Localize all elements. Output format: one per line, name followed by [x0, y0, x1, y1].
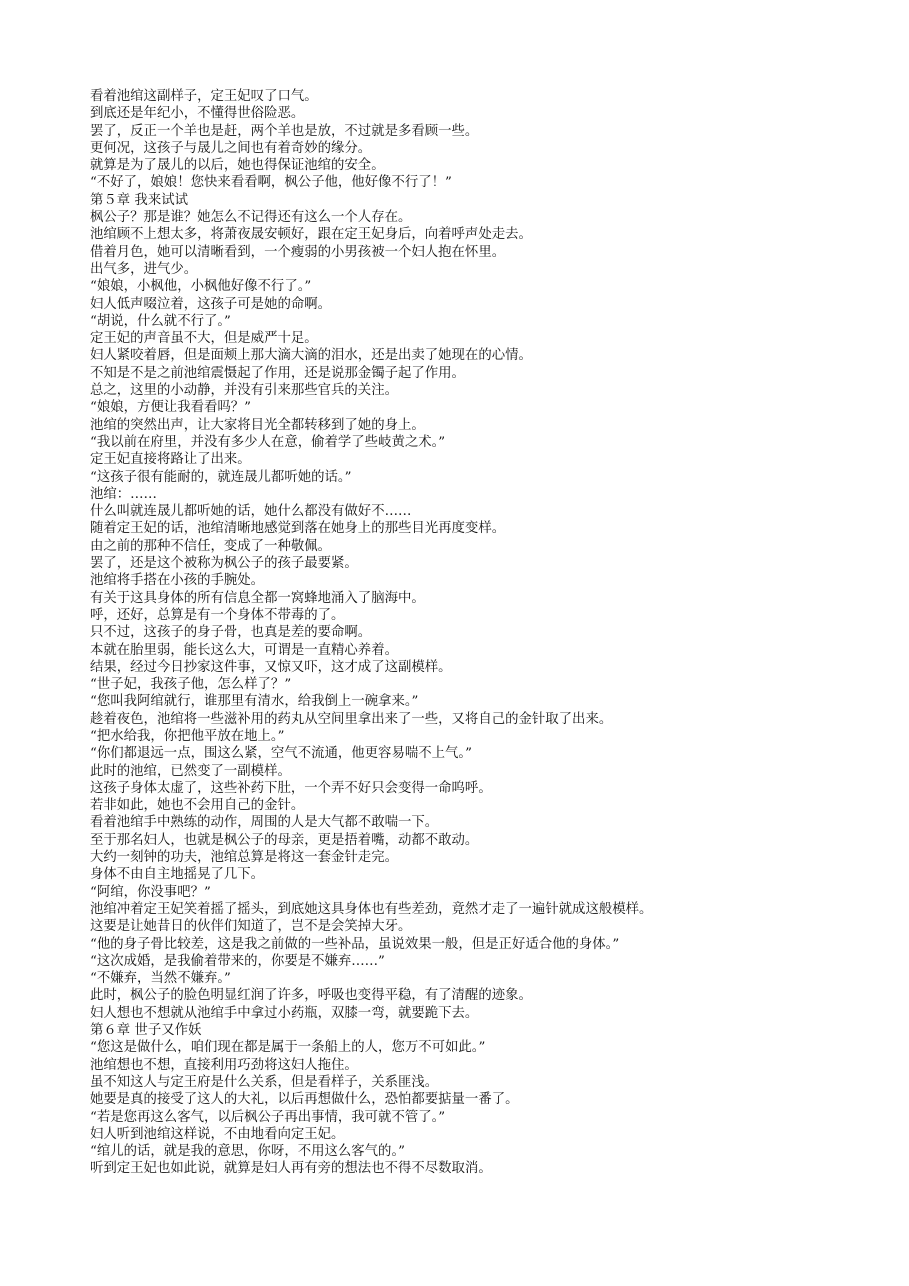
text-line: 罢了，还是这个被称为枫公子的孩子最要紧。	[90, 556, 358, 572]
text-line: 她要是真的接受了这人的大礼，以后再想做什么，恐怕都要掂量一番了。	[90, 1092, 519, 1108]
text-line: 就算是为了晟儿的以后，她也得保证池绾的安全。	[90, 158, 385, 174]
text-line: 池绾想也不想，直接利用巧劲将这妇人拖住。	[90, 1057, 358, 1073]
text-line: 由之前的那种不信任，变成了一种敬佩。	[90, 538, 332, 554]
text-line: 大约一刻钟的功夫，池绾总算是将这一套金针走完。	[90, 850, 398, 866]
text-line: 这要是让她昔日的伙伴们知道了，岂不是会笑掉大牙。	[90, 919, 412, 935]
text-line: “娘娘，方便让我看看吗？”	[90, 400, 251, 416]
text-line: “您这是做什么，咱们现在都是属于一条船上的人，您万不可如此。”	[90, 1040, 486, 1056]
text-line: 有关于这具身体的所有信息全都一窝蜂地涌入了脑海中。	[90, 590, 425, 606]
text-line: 池绾的突然出声，让大家将目光全都转移到了她的身上。	[90, 417, 425, 433]
text-line: “您叫我阿绾就行，谁那里有清水，给我倒上一碗拿来。”	[90, 694, 419, 710]
text-line: “世子妃，我孩子他，怎么样了？”	[90, 677, 292, 693]
text-line: “他的身子骨比较差，这是我之前做的一些补品，虽说效果一般，但是正好适合他的身体。”	[90, 936, 620, 952]
text-line: 至于那名妇人，也就是枫公子的母亲，更是捂着嘴，动都不敢动。	[90, 832, 479, 848]
text-line: “胡说，什么就不行了。”	[90, 313, 231, 329]
text-line: 定王妃的声音虽不大，但是威严十足。	[90, 331, 318, 347]
text-line: 妇人紧咬着唇，但是面颊上那大滴大滴的泪水，还是出卖了她现在的心情。	[90, 348, 532, 364]
text-line: “把水给我，你把他平放在地上。”	[90, 728, 285, 744]
text-line: 趁着夜色，池绾将一些滋补用的药丸从空间里拿出来了一些，又将自己的金针取了出来。	[90, 711, 613, 727]
text-line: 妇人听到池绾这样说，不由地看向定王妃。	[90, 1126, 345, 1142]
text-line: 定王妃直接将路让了出来。	[90, 452, 251, 468]
text-line: “不嫌弃，当然不嫌弃。”	[90, 971, 231, 987]
text-line: “阿绾，你没事吧？”	[90, 884, 211, 900]
text-line: 随着定王妃的话，池绾清晰地感觉到落在她身上的那些目光再度变样。	[90, 521, 506, 537]
text-line: “若是您再这么客气，以后枫公子再出事情，我可就不管了。”	[90, 1109, 446, 1125]
text-line: 什么叫就连晟儿都听她的话，她什么都没有做好不……	[90, 504, 412, 520]
text-line: 池绾：……	[90, 486, 157, 502]
text-line: 此时，枫公子的脸色明显红润了许多，呼吸也变得平稳，有了清醒的迹象。	[90, 988, 532, 1004]
text-line: “这次成婚，是我偷着带来的，你要是不嫌弃……”	[90, 953, 385, 969]
chapter-heading: 第５章 我来试试	[90, 192, 188, 208]
text-line: 不知是不是之前池绾震慑起了作用，还是说那金镯子起了作用。	[90, 365, 465, 381]
text-line: “不好了，娘娘！您快来看看啊，枫公子他，他好像不行了！”	[90, 175, 452, 191]
text-line: 池绾将手搭在小孩的手腕处。	[90, 573, 265, 589]
text-line: “我以前在府里，并没有多少人在意，偷着学了些岐黄之术。”	[90, 434, 446, 450]
text-line: 此时的池绾，已然变了一副模样。	[90, 763, 291, 779]
text-line: 听到定王妃也如此说，就算是妇人再有旁的想法也不得不尽数取消。	[90, 1161, 492, 1177]
text-line: 出气多，进气少。	[90, 261, 198, 277]
text-line: 只不过，这孩子的身子骨，也真是差的要命啊。	[90, 625, 372, 641]
text-line: “娘娘，小枫他，小枫他好像不行了。”	[90, 279, 312, 295]
text-line: 这孩子身体太虚了，这些补药下肚，一个弄不好只会变得一命呜呼。	[90, 780, 492, 796]
chapter-heading: 第６章 世子又作妖	[90, 1023, 202, 1039]
text-line: 池绾顾不上想太多，将萧夜晟安顿好，跟在定王妃身后，向着呼声处走去。	[90, 227, 532, 243]
text-line: 借着月色，她可以清晰看到，一个瘦弱的小男孩被一个妇人抱在怀里。	[90, 244, 506, 260]
text-line: 虽不知这人与定王府是什么关系，但是看样子，关系匪浅。	[90, 1074, 439, 1090]
text-line: 看着池绾这副样子，定王妃叹了口气。	[90, 89, 318, 104]
text-line: 结果，经过今日抄家这件事，又惊又吓，这才成了这副模样。	[90, 659, 452, 675]
text-line: 池绾冲着定王妃笑着摇了摇头，到底她这具身体也有些差劲，竟然才走了一遍针就成这般模样。	[90, 901, 653, 917]
text-line: 到底还是年纪小，不懂得世俗险恶。	[90, 106, 305, 122]
text-line: 妇人低声啜泣着，这孩子可是她的命啊。	[90, 296, 332, 312]
text-line: 本就在胎里弱，能长这么大，可谓是一直精心养着。	[90, 642, 398, 658]
document-page	[90, 88, 890, 1178]
text-line: “绾儿的话，就是我的意思，你呀，不用这么客气的。”	[90, 1144, 405, 1160]
text-line: 呼，还好，总算是有一个身体不带毒的了。	[90, 607, 345, 623]
text-line: 更何况，这孩子与晟儿之间也有着奇妙的缘分。	[90, 140, 372, 156]
text-line: “这孩子很有能耐的，就连晟儿都听她的话。”	[90, 469, 352, 485]
text-line: 看着池绾手中熟练的动作，周围的人是大气都不敢喘一下。	[90, 815, 439, 831]
text-line: 罢了，反正一个羊也是赶，两个羊也是放，不过就是多看顾一些。	[90, 123, 479, 139]
text-line: 枫公子？那是谁？她怎么不记得还有这么一个人存在。	[90, 210, 412, 226]
text-line: 妇人想也不想就从池绾手中拿过小药瓶，双膝一弯，就要跪下去。	[90, 1005, 479, 1021]
text-line: 若非如此，她也不会用自己的金针。	[90, 798, 305, 814]
text-line: 身体不由自主地摇晃了几下。	[90, 867, 265, 883]
text-line: “你们都退远一点，围这么紧，空气不流通，他更容易喘不上气。”	[90, 746, 472, 762]
text-line: 总之，这里的小动静，并没有引来那些官兵的关注。	[90, 383, 398, 399]
